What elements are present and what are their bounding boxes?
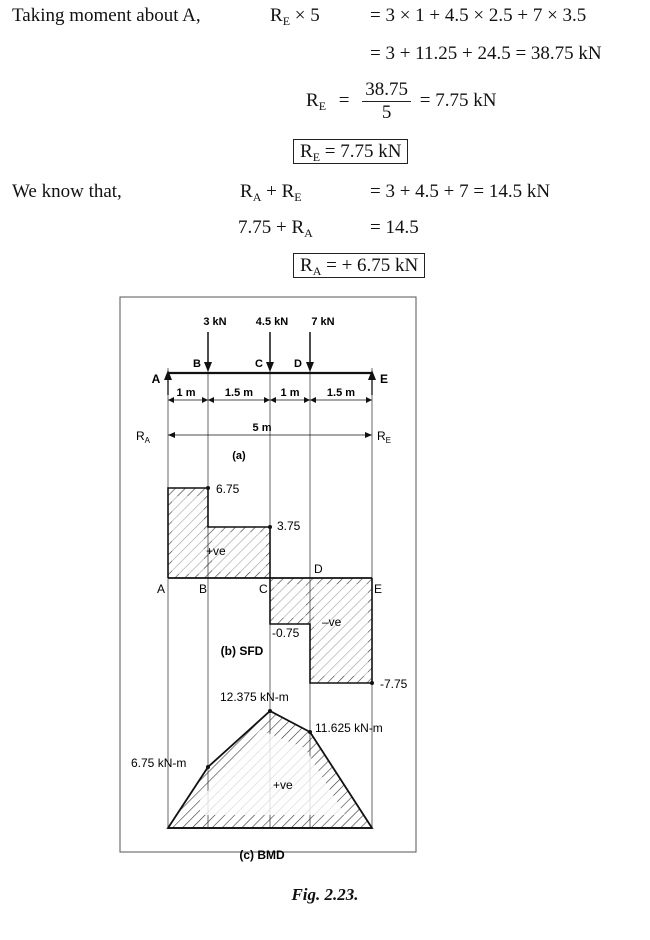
box1-rest: = 7.75 kN — [324, 141, 402, 162]
ra-equation-rhs: = 14.5 — [370, 217, 419, 238]
box1-symbol: R — [300, 141, 313, 162]
beam-label-e: E — [379, 372, 389, 386]
box2-rest: = + 6.75 kN — [326, 255, 419, 276]
beam-label-b: B — [193, 358, 201, 370]
re-symbol: R — [306, 90, 319, 111]
sfd-value-cd: -0.75 — [272, 626, 300, 640]
beam-label-c: C — [255, 358, 263, 370]
bmd-positive-label: +ve — [273, 778, 293, 792]
part-b-label: (b) SFD — [220, 644, 264, 658]
reaction-label-re: $R_E$ — [376, 429, 392, 445]
bmd-value-c: 12.375 kN-m — [220, 690, 289, 704]
bmd-value-d: 11.625 kN-m — [315, 721, 383, 735]
moment-rhs: = 3 × 1 + 4.5 × 2.5 + 7 × 3.5 — [370, 5, 587, 26]
sfd-label-d: D — [314, 562, 323, 576]
part-c-label: (c) BMD — [239, 848, 285, 862]
sfd-value-c: 3.75 — [277, 519, 301, 533]
part-a-label: (a) — [232, 450, 246, 462]
figure-caption: Fig. 2.23. — [291, 885, 359, 904]
sfd-label-b: B — [199, 582, 208, 596]
load-label-7kn: 7 kN — [311, 316, 335, 328]
box2-symbol: R — [300, 255, 313, 276]
sfd-negative-label: –ve — [322, 615, 342, 629]
sum-loads: = 3 + 4.5 + 7 = 14.5 kN — [370, 181, 551, 202]
ra-subscript: A — [252, 190, 262, 204]
sfd-value-b: 6.75 — [216, 482, 240, 496]
beam-label-d: D — [294, 358, 302, 370]
moment-label: Taking moment about A, — [12, 5, 201, 26]
reaction-label-ra: $R_A$ — [135, 429, 151, 445]
fraction-denominator: 5 — [381, 102, 392, 124]
box1-subscript: E — [312, 150, 321, 164]
box2-subscript: A — [312, 264, 322, 278]
lhs-rest: × 5 — [290, 5, 320, 26]
re-subscript: E — [318, 99, 327, 113]
load-label-3kn: 3 kN — [203, 316, 227, 328]
ra-eq-subscript: A — [304, 226, 313, 240]
span-label-de: 1.5 m — [326, 387, 356, 399]
know-label: We know that, — [12, 181, 122, 202]
equals-sign: = — [338, 90, 350, 111]
re-result: = 7.75 kN — [419, 90, 497, 111]
ra-eq-text: 7.75 + R — [238, 217, 305, 238]
sfd-value-e: -7.75 — [380, 677, 408, 691]
re-sub2: E — [294, 190, 302, 204]
sfd-positive-label: +ve — [206, 544, 226, 558]
sfd-label-c: C — [259, 582, 268, 596]
total-span-label: 5 m — [252, 422, 272, 434]
lhs-symbol: R — [270, 5, 283, 26]
ra-symbol: R — [240, 181, 253, 202]
moment-sum: = 3 + 11.25 + 24.5 = 38.75 kN — [370, 43, 602, 64]
span-label-cd: 1 m — [280, 387, 300, 399]
sfd-label-a: A — [157, 582, 166, 596]
lhs-subscript: E — [282, 14, 291, 28]
plus-re: + R — [261, 181, 295, 202]
sfd-label-e: E — [374, 582, 383, 596]
load-label-4-5kn: 4.5 kN — [255, 316, 289, 328]
fraction-numerator: 38.75 — [362, 79, 411, 102]
beam-label-a: A — [151, 372, 161, 386]
span-label-bc: 1.5 m — [224, 387, 254, 399]
bmd-value-b: 6.75 kN-m — [131, 756, 187, 770]
span-label-ab: 1 m — [176, 387, 196, 399]
